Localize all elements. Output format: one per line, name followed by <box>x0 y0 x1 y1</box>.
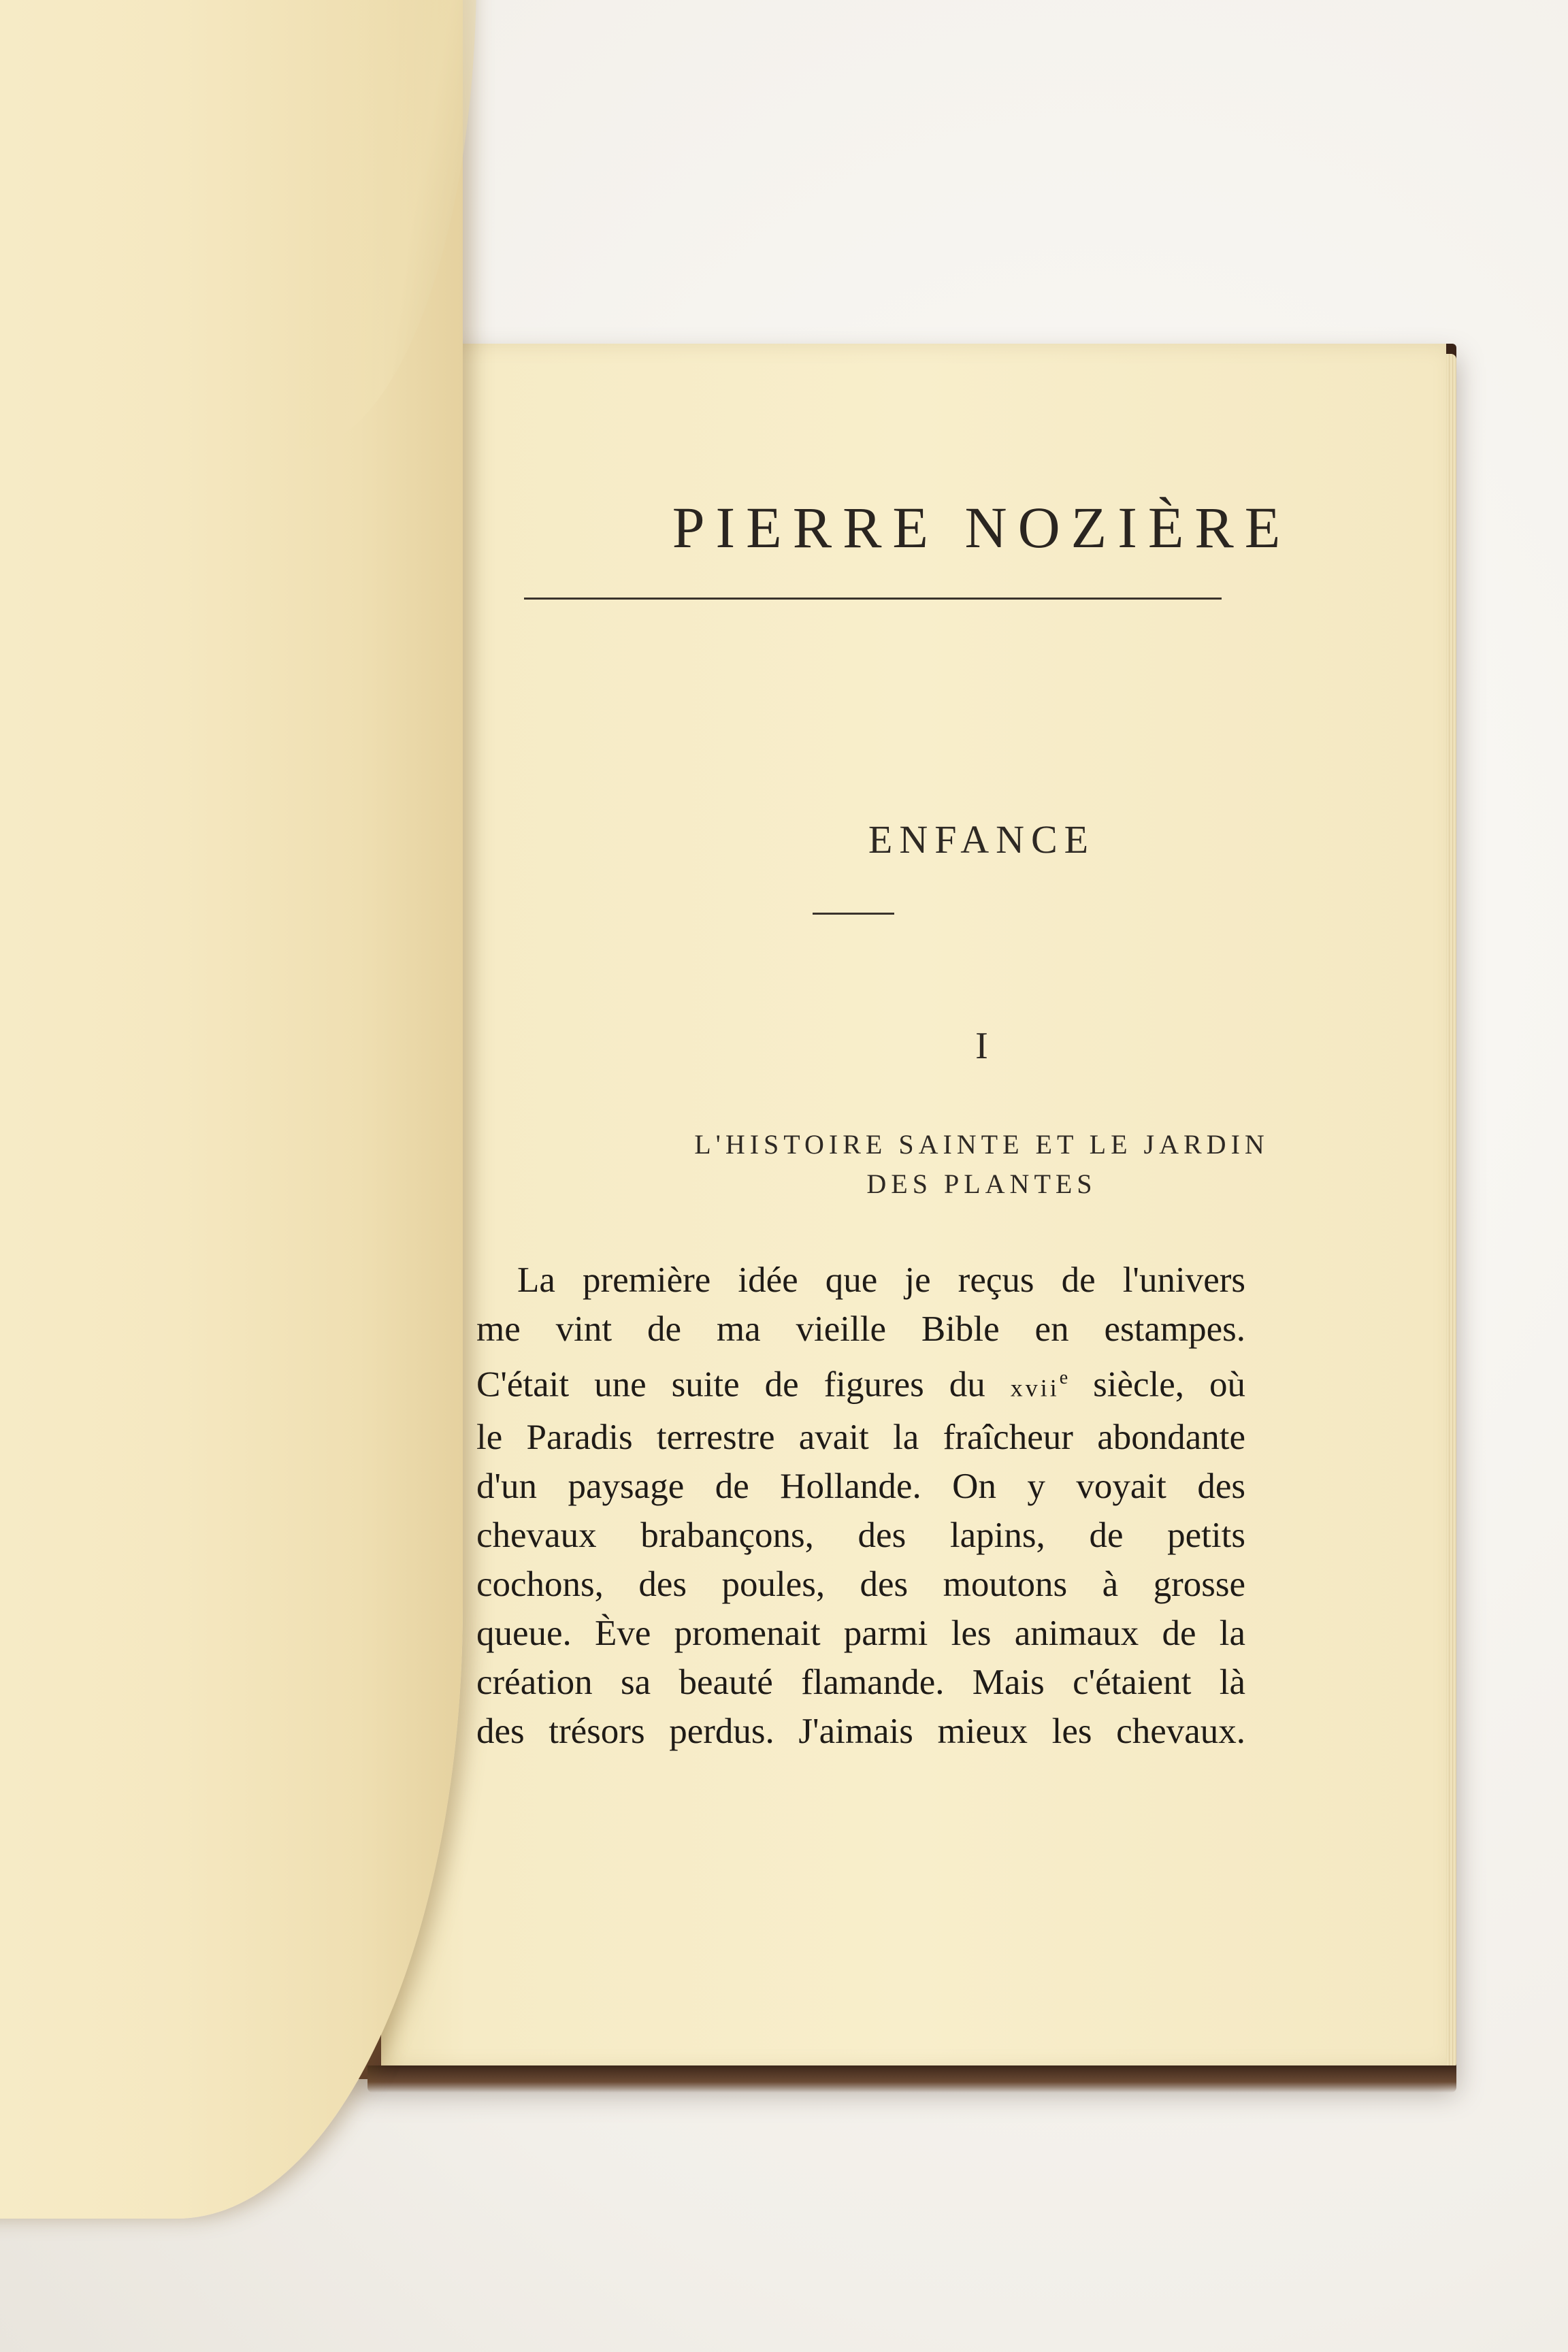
century-sup: e <box>1059 1367 1068 1388</box>
body-line-9: création sa beauté flamande. Mais c'étaient là <box>476 1662 1245 1702</box>
title-rule <box>524 598 1222 600</box>
body-line-10: des trésors perdus. J'aimais mieux les chevaux. <box>476 1711 1245 1751</box>
chapter-number: I <box>975 1025 988 1067</box>
body-line-3-end: siècle, où <box>1068 1365 1245 1405</box>
century-smallcaps: xvii <box>1010 1374 1060 1402</box>
chapter-title-line-1: L'HISTOIRE SAINTE ET LE JARDIN <box>694 1129 1269 1160</box>
book-bottom-edge <box>368 2065 1456 2093</box>
section-title: ENFANCE <box>868 817 1096 862</box>
body-line-5: d'un paysage de Hollande. On y voyait des <box>476 1466 1245 1506</box>
chapter-title <box>381 1125 1446 1204</box>
chapter-title-line-2: DES PLANTES <box>866 1169 1097 1199</box>
body-line-2: me vint de ma vieille Bible en estampes. <box>476 1309 1245 1349</box>
page-content <box>381 344 1446 2069</box>
body-line-7: cochons, des poules, des moutons à grosse <box>476 1564 1245 1604</box>
body-line-3 <box>476 1354 1245 1413</box>
body-text <box>476 1256 1245 1756</box>
body-line-3-start: C'était une suite de figures du <box>476 1365 1011 1405</box>
section-rule <box>813 913 894 915</box>
body-line-6: chevaux brabançons, des lapins, de petits <box>476 1515 1245 1555</box>
body-line-4: le Paradis terrestre avait la fraîcheur abondante <box>476 1417 1245 1457</box>
body-line-1: La première idée que je reçus de l'univers <box>517 1260 1245 1300</box>
body-line-8: queue. Ève promenait parmi les animaux de la <box>476 1613 1245 1653</box>
running-title: PIERRE NOZIÈRE <box>672 495 1292 560</box>
